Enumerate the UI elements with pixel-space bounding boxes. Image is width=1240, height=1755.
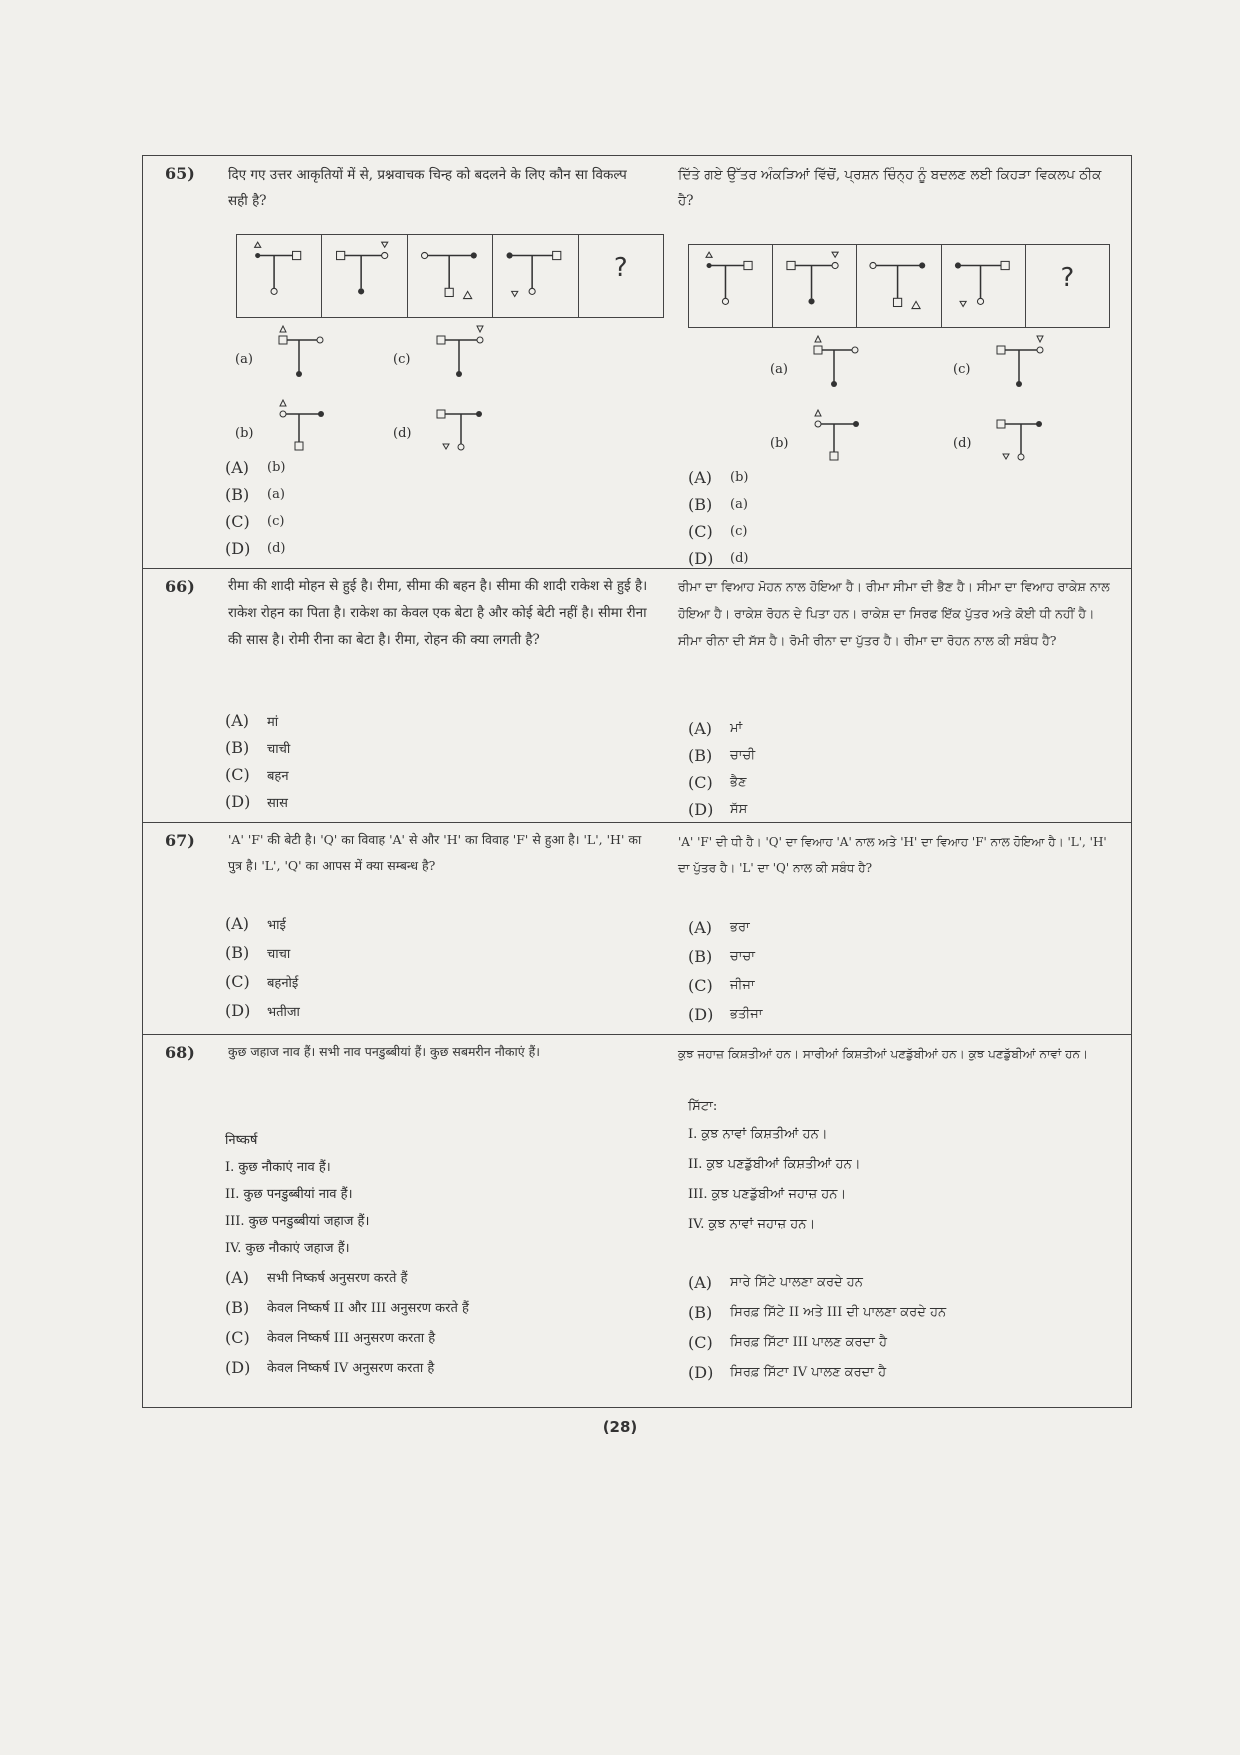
answer-figure-c: (c) [393,324,513,394]
question-text-punjabi: 'A' 'F' ਦੀ ਧੀ ਹੈ। 'Q' ਦਾ ਵਿਆਹ 'A' ਨਾਲ ਅਤੇ 'H' ਦਾ ਵਿਆਹ 'F' ਨਾਲ ਹੋਇਆ ਹੈ। 'L', 'H' ਦਾ ਪੁੱਤਰ ਹੈ। 'L' ਦਾ 'Q' ਨਾਲ ਕੀ ਸਬੰਧ ਹੈ? [678,835,1107,875]
option-d-pa[interactable]: (D) (d) [688,549,749,568]
problem-figure-unknown [579,235,663,317]
conclusion-3: III. ਕੁਝ ਪਣਡੁੱਬੀਆਂ ਜਹਾਜ਼ ਹਨ। [688,1187,847,1202]
question-text-hindi: 'A' 'F' की बेटी है। 'Q' का विवाह 'A' से और 'H' का विवाह 'F' से हुआ है। 'L', 'H' का पुत्र है। 'L', 'Q' का आपस में क्या सम्बन्ध है? [228,832,642,873]
option-c-pa[interactable]: (C) ਜੀਜਾ [688,976,755,995]
options-hindi [225,454,285,562]
figure-2-drawing [322,235,406,317]
options-hindi [225,1262,469,1382]
question-mark: ? [613,253,628,283]
option-c[interactable]: (C) (c) [225,512,285,531]
option-c[interactable]: (C) बहनोई [225,972,299,991]
question-text-hindi: दिए गए उत्तर आकृतियों में से, प्रश्नवाचक चिन्ह को बदलने के लिए कौन सा विकल्प सही है? [228,167,627,209]
problem-figure-strip [236,234,664,318]
option-b-pa[interactable]: (B) (a) [688,495,748,514]
conclusions-hindi [225,1127,369,1262]
option-c-pa[interactable]: (C) ਭੈਣ [688,773,747,792]
problem-figure-4 [493,235,578,317]
conclusion-2: II. ਕੁਝ ਪਣਡੁੱਬੀਆਂ ਕਿਸ਼ਤੀਆਂ ਹਨ। [688,1157,861,1172]
question-number: 65) [165,164,195,183]
question-number: 66) [165,577,195,596]
option-b-pa[interactable]: (B) ਚਾਚੀ [688,746,756,765]
options-punjabi [688,464,748,572]
options-hindi [225,707,290,815]
answer-figure-b-pa: (b) [770,408,890,478]
question-67 [143,822,1131,1034]
option-a[interactable]: (A) सभी निष्कर्ष अनुसरण करते हैं [225,1267,408,1287]
option-c-pa[interactable]: (C) ਸਿਰਫ਼ ਸਿੱਟਾ III ਪਾਲਣ ਕਰਦਾ ਹੈ [688,1332,887,1352]
option-c[interactable]: (C) बहन [225,765,289,784]
problem-figure-2 [322,235,407,317]
question-number: 67) [165,831,195,850]
option-b[interactable]: (B) केवल निष्कर्ष II और III अनुसरण करते हैं [225,1297,469,1317]
problem-figure-3 [408,235,493,317]
option-a-pa[interactable]: (A) ਭਰਾ [688,918,750,937]
answer-figure-a-pa: (a) [770,334,890,404]
problem-figure-1 [237,235,322,317]
option-b[interactable]: (B) चाचा [225,943,291,962]
question-text-punjabi: ਰੀਮਾ ਦਾ ਵਿਆਹ ਮੋਹਨ ਨਾਲ ਹੋਇਆ ਹੈ। ਰੀਮਾ ਸੀਮਾ ਦੀ ਭੈਣ ਹੈ। ਸੀਮਾ ਦਾ ਵਿਆਹ ਰਾਕੇਸ਼ ਨਾਲ ਹੋਇਆ ਹੈ। ਰਾਕੇਸ਼ ਰੋਹਨ ਦੇ ਪਿਤਾ ਹਨ। ਰਾਕੇਸ਼ ਦਾ ਸਿਰਫ ਇੱਕ ਪੁੱਤਰ ਅਤੇ ਕੋਈ ਧੀ ਨਹੀਂ ਹੈ। ਸੀਮਾ ਰੀਨਾ ਦੀ ਸੱਸ ਹੈ। ਰੋਮੀ ਰੀਨਾ ਦਾ ਪੁੱਤਰ ਹੈ। ਰੀਮਾ ਦਾ ਰੋਹਨ ਨਾਲ ਕੀ ਸਬੰਧ ਹੈ? [678,579,1110,648]
conclusion-2: II. कुछ पनडुब्बीयां नाव हैं। [225,1187,353,1202]
question-text-hindi: कुछ जहाज नाव हैं। सभी नाव पनडुब्बीयां हैं। कुछ सबमरीन नौकाएं हैं। [228,1044,540,1059]
figure-3-drawing [408,235,492,317]
option-a[interactable]: (A) भाई [225,914,286,933]
answer-figure-b: (b) [235,398,355,468]
question-65-punjabi [678,162,1118,214]
answer-figure-d-pa: (d) [953,408,1073,478]
answer-figure-a: (a) [235,324,355,394]
conclusion-1: I. ਕੁਝ ਨਾਵਾਂ ਕਿਸ਼ਤੀਆਂ ਹਨ। [688,1127,828,1142]
conclusion-3: III. कुछ पनडुब्बीयां जहाज हैं। [225,1214,370,1229]
conclusion-4: IV. ਕੁਝ ਨਾਵਾਂ ਜਹਾਜ਼ ਹਨ। [688,1217,816,1232]
conclusions-heading: ਸਿੱਟਾ: [688,1099,718,1114]
option-d-pa[interactable]: (D) ਸਿਰਫ਼ ਸਿੱਟਾ IV ਪਾਲਣ ਕਰਦਾ ਹੈ [688,1362,887,1382]
option-a[interactable]: (A) मां [225,711,279,730]
answer-figure-d: (d) [393,398,513,468]
option-a-pa[interactable]: (A) ਸਾਰੇ ਸਿੱਟੇ ਪਾਲਣਾ ਕਰਦੇ ਹਨ [688,1272,863,1292]
option-c[interactable]: (C) केवल निष्कर्ष III अनुसरण करता है [225,1327,436,1347]
figure-1-drawing [237,235,321,317]
answer-figure-c-pa: (c) [953,334,1073,404]
question-mark-pa: ? [1060,263,1075,293]
options-hindi [225,909,300,1025]
option-d[interactable]: (D) भतीजा [225,1001,300,1020]
option-d-pa[interactable]: (D) ਸੱਸ [688,800,748,819]
option-a-pa[interactable]: (A) ਮਾਂ [688,719,743,738]
conclusion-1: I. कुछ नौकाएं नाव हैं। [225,1160,331,1175]
question-text-punjabi: ਕੁਝ ਜਹਾਜ਼ ਕਿਸ਼ਤੀਆਂ ਹਨ। ਸਾਰੀਆਂ ਕਿਸ਼ਤੀਆਂ ਪਣਡੁੱਬੀਆਂ ਹਨ। ਕੁਝ ਪਣਡੁੱਬੀਆਂ ਨਾਵਾਂ ਹਨ। [678,1047,1089,1061]
question-text-hindi: रीमा की शादी मोहन से हुई है। रीमा, सीमा की बहन है। सीमा की शादी राकेश से हुई है। राकेश रोहन का पिता है। राकेश का केवल एक बेटा है और कोई बेटी नहीं है। सीमा रीना की सास है। रोमी रीना का बेटा है। रीमा, रोहन की क्या लगती है? [228,578,648,648]
question-number: 68) [165,1043,195,1062]
conclusion-4: IV. कुछ नौकाएं जहाज हैं। [225,1241,350,1256]
option-b-pa[interactable]: (B) ਸਿਰਫ਼ ਸਿੱਟੇ II ਅਤੇ III ਦੀ ਪਾਲਣਾ ਕਰਦੇ ਹਨ [688,1302,947,1322]
page-number: (28) [602,1418,638,1436]
option-b[interactable]: (B) (a) [225,485,285,504]
option-c-pa[interactable]: (C) (c) [688,522,748,541]
question-text-punjabi: ਦਿੱਤੇ ਗਏ ਉੱਤਰ ਅੰਕੜਿਆਂ ਵਿੱਚੋਂ, ਪ੍ਰਸ਼ਨ ਚਿੰਨ੍ਹ ਨੂੰ ਬਦਲਣ ਲਈ ਕਿਹੜਾ ਵਿਕਲਪ ਠੀਕ ਹੈ? [678,167,1102,209]
figure-4-drawing [493,235,577,317]
option-d[interactable]: (D) सास [225,792,288,811]
conclusions-punjabi [688,1093,860,1240]
options-punjabi [688,1267,946,1387]
question-66 [143,568,1131,822]
option-a[interactable]: (A) (b) [225,458,286,477]
conclusions-heading: निष्कर्ष [225,1133,258,1148]
options-punjabi [688,715,755,823]
question-65-hindi [228,162,658,214]
option-a-pa[interactable]: (A) (b) [688,468,749,487]
options-punjabi [688,913,762,1029]
option-b-pa[interactable]: (B) ਚਾਚਾ [688,947,755,966]
question-68 [143,1034,1131,1407]
option-d-pa[interactable]: (D) ਭਤੀਜਾ [688,1005,763,1024]
option-d[interactable]: (D) (d) [225,539,286,558]
problem-figure-strip-pa [688,244,1110,328]
question-65 [143,156,1131,568]
question-sheet [142,155,1132,1408]
option-d[interactable]: (D) केवल निष्कर्ष IV अनुसरण करता है [225,1357,435,1377]
option-b[interactable]: (B) चाची [225,738,291,757]
